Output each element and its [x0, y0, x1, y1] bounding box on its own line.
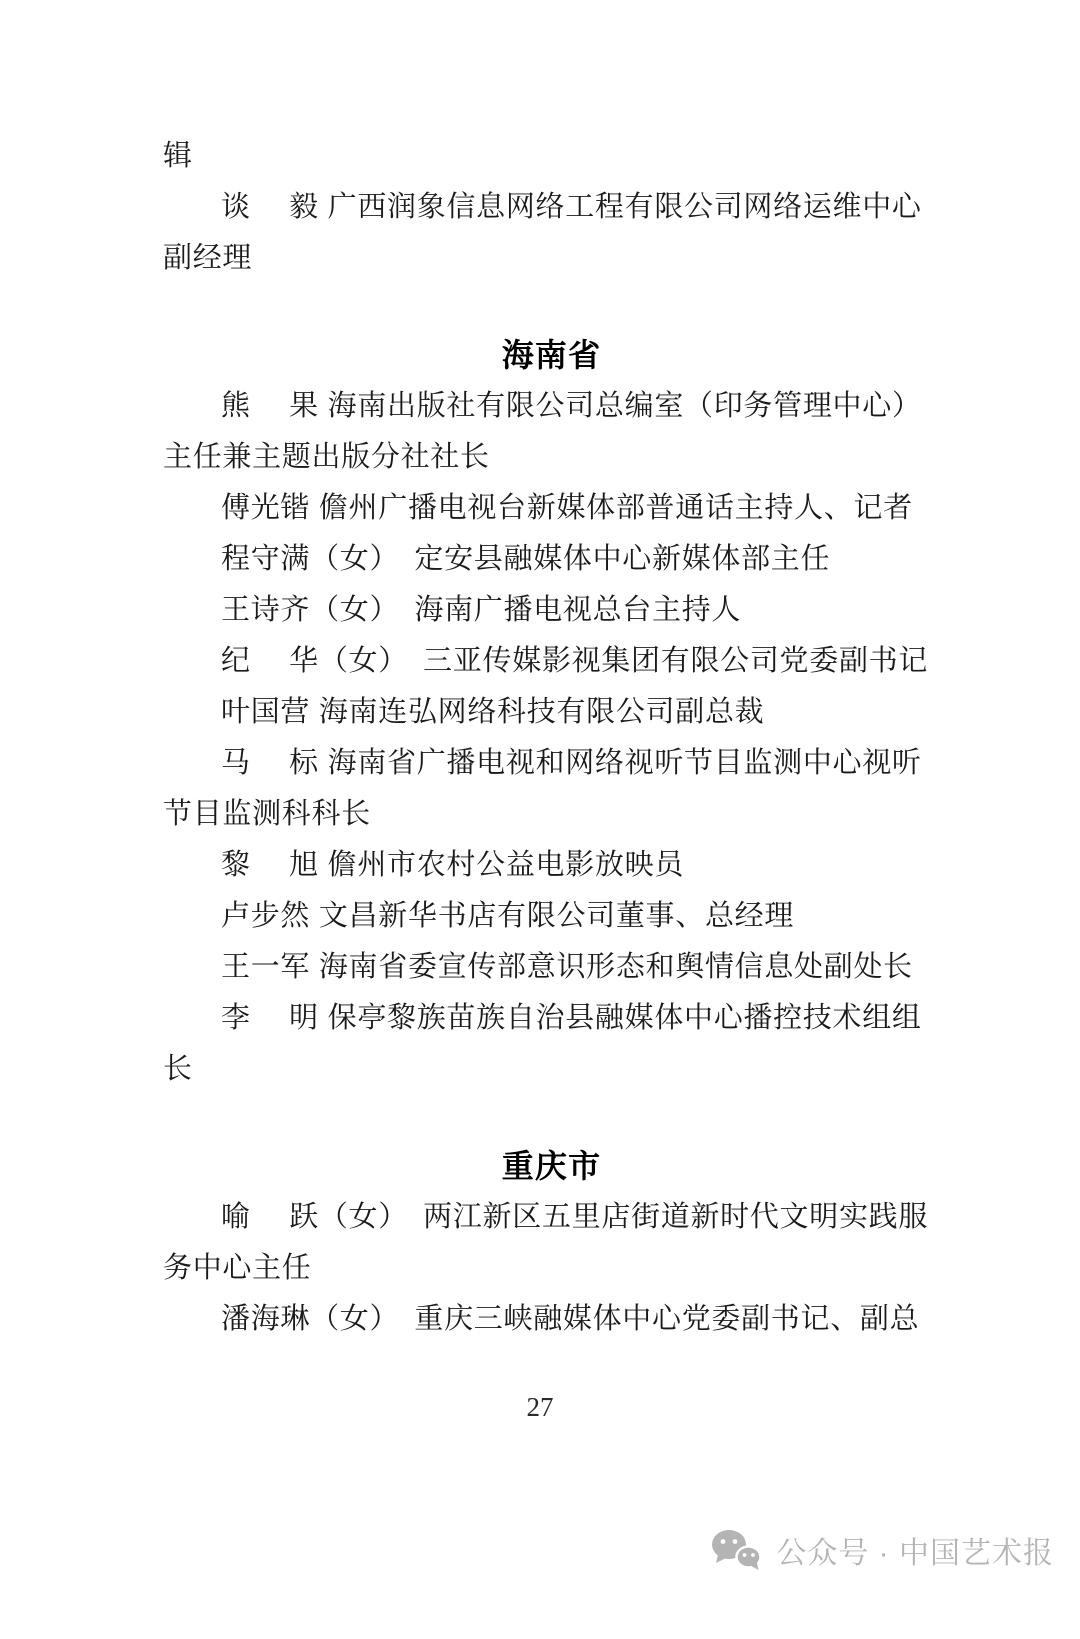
text-line: 李 明 保亭黎族苗族自治县融媒体中心播控技术组组 — [221, 1002, 922, 1034]
page-number: 27 — [526, 1392, 554, 1422]
wechat-icon — [710, 1461, 766, 1639]
text-line: 辑 — [163, 140, 193, 172]
text-line: 纪 华（女） 三亚传媒影视集团有限公司党委副书记 — [221, 645, 929, 677]
text-line: 潘海琳（女） 重庆三峡融媒体中心党委副书记、副总 — [221, 1303, 920, 1335]
text-line: 务中心主任 — [163, 1252, 312, 1284]
text-line: 叶国营 海南连弘网络科技有限公司副总裁 — [221, 696, 765, 728]
text-line: 主任兼主题出版分社社长 — [163, 441, 490, 473]
text-line: 傅光锴 儋州广播电视台新媒体部普通话主持人、记者 — [221, 492, 913, 524]
document-body — [163, 131, 940, 1345]
text-line: 王诗齐（女） 海南广播电视总台主持人 — [221, 594, 742, 626]
text-line: 长 — [163, 1053, 193, 1085]
text-line: 喻 跃（女） 两江新区五里店街道新时代文明实践服 — [221, 1201, 929, 1233]
text-line: 副经理 — [163, 242, 253, 274]
text-line: 程守满（女） 定安县融媒体中心新媒体部主任 — [221, 543, 831, 575]
text-line: 熊 果 海南出版社有限公司总编室（印务管理中心） — [221, 390, 922, 422]
text-line: 马 标 海南省广播电视和网络视听节目监测中心视听 — [221, 747, 922, 779]
text-line: 王一军 海南省委宣传部意识形态和舆情信息处副处长 — [221, 951, 913, 983]
text-line: 黎 旭 儋州市农村公益电影放映员 — [221, 849, 685, 881]
watermark — [710, 1461, 1054, 1639]
watermark-text: 公众号 · 中国艺术报 — [776, 1537, 1054, 1570]
text-line: 卢步然 文昌新华书店有限公司董事、总经理 — [221, 900, 795, 932]
text-line: 谈 毅 广西润象信息网络工程有限公司网络运维中心 — [221, 191, 922, 223]
section-heading: 海南省 — [501, 337, 602, 373]
section-heading: 重庆市 — [501, 1148, 602, 1184]
text-line: 节目监测科科长 — [163, 798, 371, 830]
